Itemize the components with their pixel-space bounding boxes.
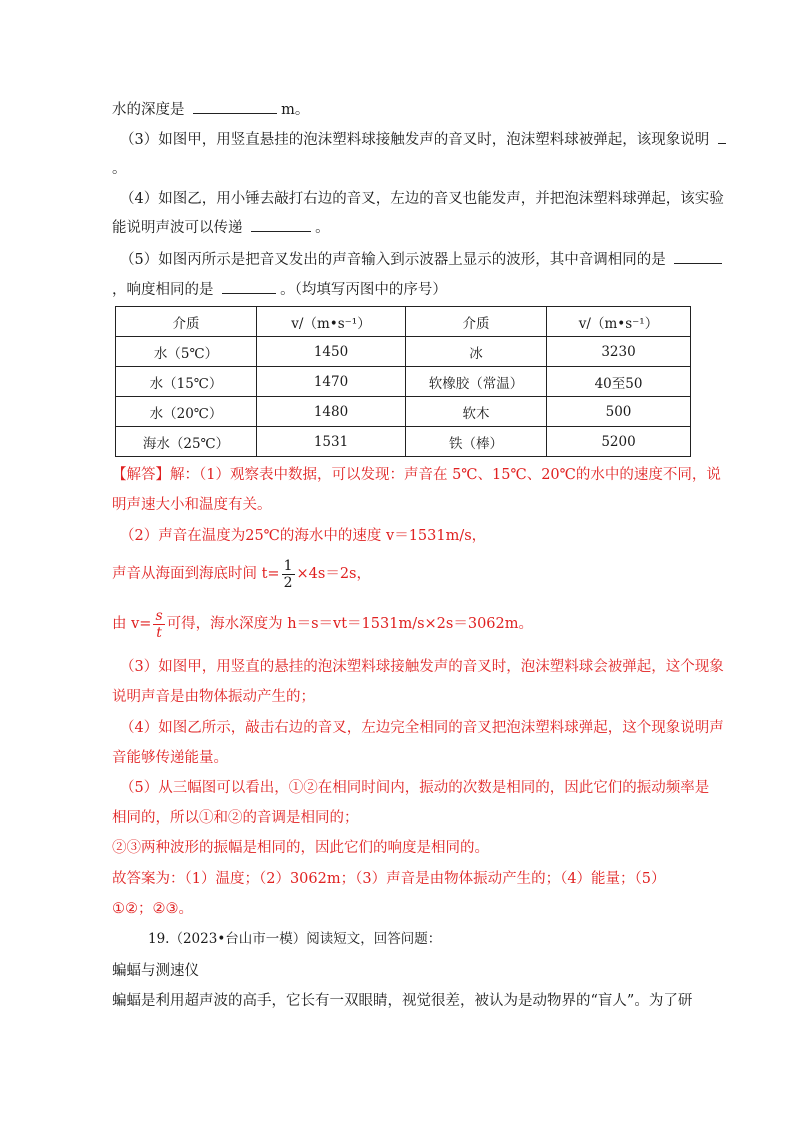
answer-5-text-3: ②③两种波形的振幅是相同的，因此它们的响度是相同的。	[112, 840, 489, 856]
answer-1-line-1	[112, 465, 721, 485]
table-cell: 1531	[257, 427, 406, 457]
table-cell: 5200	[547, 427, 691, 457]
table-row	[116, 397, 691, 427]
fraction-denominator: 2	[283, 574, 293, 591]
table-header-row	[116, 307, 691, 337]
table-cell: 海水（25℃）	[116, 427, 257, 457]
table-header-cell: 介质	[116, 307, 257, 337]
article-body-text: 蝙蝠是利用超声波的高手，它长有一双眼睛，视觉很差，被认为是动物界的“盲人”。为了研	[112, 993, 693, 1009]
table-row	[116, 427, 691, 457]
answer-blank	[193, 99, 277, 114]
table-cell: 1480	[257, 397, 406, 427]
answer-2-line-2	[112, 554, 371, 594]
table-cell: 水（5℃）	[116, 337, 257, 367]
table-row	[116, 337, 691, 367]
article-title: 蝙蝠与测速仪	[112, 963, 199, 979]
question-19-body	[112, 991, 692, 1011]
question-4-end: 。	[315, 220, 330, 236]
fraction-denominator: t	[156, 624, 162, 641]
fraction-numerator: s	[155, 607, 163, 624]
table-cell: 软木	[406, 397, 547, 427]
answer-2-time-suffix: ×4s＝2s，	[296, 566, 371, 582]
answer-1-text-2: 明声速大小和温度有关。	[112, 497, 272, 513]
answer-3-line-2	[112, 687, 315, 707]
table-cell: 40至50	[547, 367, 691, 397]
final-answer-text-1: 故答案为：（1）温度；（2）3062m；（3）声音是由物体振动产生的；（4）能量；（5）	[112, 871, 666, 887]
answer-1-line-2	[112, 495, 272, 515]
table-cell: 冰	[406, 337, 547, 367]
fraction-numerator: 1	[283, 557, 293, 574]
question-19-intro-text: 19.（2023•台山市一模）阅读短文，回答问题：	[148, 931, 442, 947]
final-answer-line-2	[112, 899, 193, 919]
table-cell: 铁（棒）	[406, 427, 547, 457]
question-5-text-1: （5）如图丙所示是把音叉发出的声音输入到示波器上显示的波形，其中音调相同的是	[120, 252, 666, 268]
speed-of-sound-table	[115, 306, 691, 457]
question-19-title	[112, 961, 199, 981]
answer-tag: 【解答】	[112, 467, 170, 483]
table-cell: 1450	[257, 337, 406, 367]
depth-suffix: m。	[281, 102, 310, 118]
table-cell: 水（15℃）	[116, 367, 257, 397]
question-5-line-2	[112, 279, 447, 300]
question-5-line-1	[120, 249, 726, 270]
answer-3-text-2: 说明声音是由物体振动产生的；	[112, 689, 315, 705]
depth-prefix: 水的深度是	[112, 102, 185, 118]
answer-1-text-1: 解：（1）观察表中数据，可以发现：声音在 5℃、15℃、20℃的水中的速度不同，说	[170, 467, 721, 483]
answer-blank	[718, 129, 726, 144]
answer-blank	[251, 217, 311, 232]
final-answer-text-2: ①②；②③。	[112, 901, 193, 917]
question-3-end	[112, 159, 127, 179]
answer-2-text-1: （2）声音在温度为25℃的海水中的速度 v＝1531m/s，	[120, 528, 487, 544]
answer-2-formula-prefix: 由 v=	[112, 616, 152, 632]
answer-3-text-1: （3）如图甲，用竖直的悬挂的泡沫塑料球接触发声的音叉时，泡沫塑料球会被弹起，这个现象	[120, 659, 724, 675]
answer-2-time-prefix: 声音从海面到海底时间 t=	[112, 566, 280, 582]
table-header-cell: 介质	[406, 307, 547, 337]
answer-blank	[222, 279, 276, 294]
answer-2-line-1	[120, 526, 486, 546]
answer-2-line-3	[112, 604, 533, 644]
table-cell: 500	[547, 397, 691, 427]
table-cell: 软橡胶（常温）	[406, 367, 547, 397]
table-row	[116, 367, 691, 397]
answer-blank	[674, 249, 722, 264]
table-header-cell: v/（m•s⁻¹）	[257, 307, 406, 337]
question-3-line	[120, 129, 730, 150]
question-4-line-2	[112, 217, 330, 238]
answer-4-line-2	[112, 748, 228, 768]
answer-5-text-2: 相同的，所以①和②的音调是相同的；	[112, 810, 359, 826]
answer-3-line-1	[120, 657, 724, 677]
question-3-end-text: 。	[112, 161, 127, 177]
answer-5-line-3	[112, 838, 489, 858]
fraction-one-half	[282, 558, 295, 591]
question-4-text-2: 能说明声波可以传递	[112, 220, 243, 236]
answer-2-formula-suffix: 可得，海水深度为 h＝s＝vt＝1531m/s×2s＝3062m。	[166, 616, 533, 632]
answer-5-line-2	[112, 808, 359, 828]
answer-4-text-2: 音能够传递能量。	[112, 750, 228, 766]
question-19-intro	[148, 929, 441, 949]
fraction-s-over-t	[153, 608, 164, 641]
answer-4-text-1: （4）如图乙所示，敲击右边的音叉，左边完全相同的音叉把泡沫塑料球弹起，这个现象说明声	[120, 720, 724, 736]
table-cell: 3230	[547, 337, 691, 367]
answer-5-text-1: （5）从三幅图可以看出，①②在相同时间内，振动的次数是相同的，因此它们的振动频率是	[120, 780, 710, 796]
answer-5-line-1	[120, 778, 709, 798]
question-3-text: （3）如图甲，用竖直悬挂的泡沫塑料球接触发声的音叉时，泡沫塑料球被弹起，该现象说明	[120, 132, 710, 148]
question-5-text-2b: 。（均填写丙图中的序号）	[280, 282, 447, 298]
table-cell: 水（20℃）	[116, 397, 257, 427]
answer-4-line-1	[120, 718, 724, 738]
final-answer-line-1	[112, 869, 666, 889]
question-depth-line	[112, 99, 309, 120]
table-header-cell: v/（m•s⁻¹）	[547, 307, 691, 337]
question-5-text-2a: ，响度相同的是	[112, 282, 214, 298]
table-cell: 1470	[257, 367, 406, 397]
question-4-text-1: （4）如图乙，用小锤去敲打右边的音叉，左边的音叉也能发声，并把泡沫塑料球弹起，该实验	[120, 191, 724, 207]
question-4-line-1	[120, 189, 724, 209]
